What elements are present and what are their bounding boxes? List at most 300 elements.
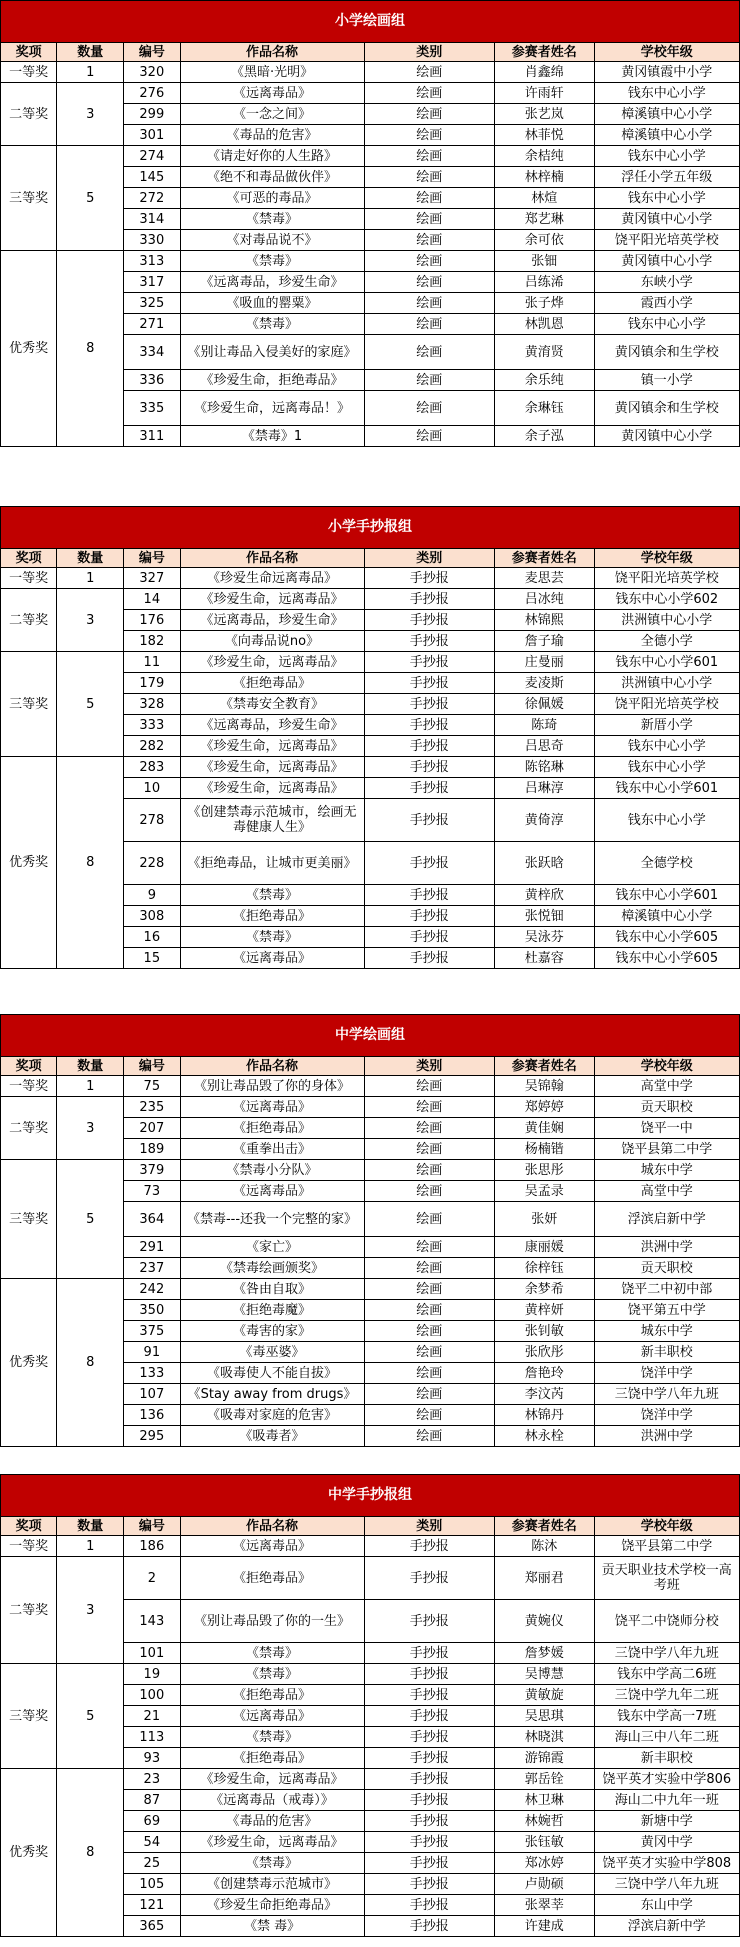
award-table xyxy=(0,0,740,447)
no-cell: 2 xyxy=(124,1557,180,1600)
cat-cell: 绘画 xyxy=(364,1097,495,1118)
table-row xyxy=(1,1279,740,1300)
school-cell: 城东中学 xyxy=(594,1321,739,1342)
header-person: 参赛者姓名 xyxy=(495,1517,594,1536)
cat-cell: 绘画 xyxy=(364,167,495,188)
award-cell: 优秀奖 xyxy=(1,1279,57,1447)
table-row xyxy=(1,1160,740,1181)
header-row xyxy=(1,1057,740,1076)
no-cell: 272 xyxy=(124,188,180,209)
cat-cell: 绘画 xyxy=(364,426,495,447)
cat-cell: 绘画 xyxy=(364,370,495,391)
no-cell: 189 xyxy=(124,1139,180,1160)
header-name: 作品名称 xyxy=(180,549,364,568)
cat-cell: 手抄报 xyxy=(364,1600,495,1643)
person-cell: 许雨轩 xyxy=(495,83,594,104)
name-cell: 《拒绝毒魔》 xyxy=(180,1300,364,1321)
name-cell: 《珍爱生命，远离毒品！》 xyxy=(180,391,364,426)
section-table xyxy=(0,1014,740,1447)
cat-cell: 绘画 xyxy=(364,1258,495,1279)
person-cell: 黄淯贤 xyxy=(495,335,594,370)
school-cell: 海山三中八年二班 xyxy=(594,1727,739,1748)
school-cell: 黄冈镇霞中小学 xyxy=(594,62,739,83)
no-cell: 93 xyxy=(124,1748,180,1769)
no-cell: 14 xyxy=(124,589,180,610)
school-cell: 饶平英才实验中学808 xyxy=(594,1853,739,1874)
count-cell: 8 xyxy=(57,251,124,447)
cat-cell: 手抄报 xyxy=(364,631,495,652)
name-cell: 《远离毒品》 xyxy=(180,1097,364,1118)
person-cell: 张钿 xyxy=(495,251,594,272)
person-cell: 黄敏旋 xyxy=(495,1685,594,1706)
count-cell: 5 xyxy=(57,652,124,757)
cat-cell: 手抄报 xyxy=(364,1685,495,1706)
cat-cell: 手抄报 xyxy=(364,799,495,842)
school-cell: 饶平阳光培英学校 xyxy=(594,568,739,589)
count-cell: 8 xyxy=(57,1769,124,1937)
header-school: 学校年级 xyxy=(594,43,739,62)
no-cell: 207 xyxy=(124,1118,180,1139)
no-cell: 271 xyxy=(124,314,180,335)
person-cell: 许建成 xyxy=(495,1916,594,1937)
header-person: 参赛者姓名 xyxy=(495,549,594,568)
person-cell: 吴孟录 xyxy=(495,1181,594,1202)
table-row xyxy=(1,568,740,589)
count-cell: 5 xyxy=(57,1160,124,1279)
name-cell: 《毒品的危害》 xyxy=(180,1811,364,1832)
name-cell: 《重拳出击》 xyxy=(180,1139,364,1160)
no-cell: 100 xyxy=(124,1685,180,1706)
no-cell: 69 xyxy=(124,1811,180,1832)
cat-cell: 手抄报 xyxy=(364,842,495,885)
name-cell: 《一念之间》 xyxy=(180,104,364,125)
name-cell: 《毒巫婆》 xyxy=(180,1342,364,1363)
school-cell: 钱东中心小学601 xyxy=(594,885,739,906)
no-cell: 176 xyxy=(124,610,180,631)
cat-cell: 手抄报 xyxy=(364,589,495,610)
name-cell: 《绝不和毒品做伙伴》 xyxy=(180,167,364,188)
cat-cell: 手抄报 xyxy=(364,568,495,589)
name-cell: 《远离毒品》 xyxy=(180,948,364,969)
name-cell: 《禁毒》 xyxy=(180,1853,364,1874)
section-table xyxy=(0,506,740,969)
no-cell: 91 xyxy=(124,1342,180,1363)
name-cell: 《创建禁毒示范城市，绘画无毒健康人生》 xyxy=(180,799,364,842)
cat-cell: 绘画 xyxy=(364,104,495,125)
no-cell: 327 xyxy=(124,568,180,589)
school-cell: 钱东中学高二6班 xyxy=(594,1664,739,1685)
school-cell: 东山中学 xyxy=(594,1895,739,1916)
no-cell: 379 xyxy=(124,1160,180,1181)
award-cell: 三等奖 xyxy=(1,652,57,757)
award-cell: 一等奖 xyxy=(1,62,57,83)
school-cell: 贡天职校 xyxy=(594,1097,739,1118)
no-cell: 274 xyxy=(124,146,180,167)
person-cell: 张钊敏 xyxy=(495,1321,594,1342)
school-cell: 三饶中学九年二班 xyxy=(594,1685,739,1706)
award-table xyxy=(0,1014,740,1447)
name-cell: 《可恶的毒品》 xyxy=(180,188,364,209)
person-cell: 余梦希 xyxy=(495,1279,594,1300)
no-cell: 23 xyxy=(124,1769,180,1790)
no-cell: 11 xyxy=(124,652,180,673)
no-cell: 308 xyxy=(124,906,180,927)
no-cell: 145 xyxy=(124,167,180,188)
school-cell: 洪洲中学 xyxy=(594,1426,739,1447)
header-school: 学校年级 xyxy=(594,549,739,568)
name-cell: 《毒害的家》 xyxy=(180,1321,364,1342)
person-cell: 郑艺琳 xyxy=(495,209,594,230)
person-cell: 林煊 xyxy=(495,188,594,209)
table-row xyxy=(1,589,740,610)
cat-cell: 绘画 xyxy=(364,1118,495,1139)
school-cell: 饶洋中学 xyxy=(594,1405,739,1426)
header-no: 编号 xyxy=(124,43,180,62)
cat-cell: 手抄报 xyxy=(364,694,495,715)
person-cell: 黄梓妍 xyxy=(495,1300,594,1321)
header-award: 奖项 xyxy=(1,1057,57,1076)
cat-cell: 绘画 xyxy=(364,1181,495,1202)
name-cell: 《吸毒对家庭的危害》 xyxy=(180,1405,364,1426)
school-cell: 浮滨启新中学 xyxy=(594,1916,739,1937)
header-cat: 类别 xyxy=(364,1057,495,1076)
cat-cell: 手抄报 xyxy=(364,1643,495,1664)
name-cell: 《家亡》 xyxy=(180,1237,364,1258)
person-cell: 黄倚淳 xyxy=(495,799,594,842)
count-cell: 8 xyxy=(57,757,124,969)
table-row xyxy=(1,1664,740,1685)
name-cell: 《珍爱生命，拒绝毒品》 xyxy=(180,370,364,391)
name-cell: 《珍爱生命，远离毒品》 xyxy=(180,652,364,673)
table-row xyxy=(1,757,740,778)
no-cell: 186 xyxy=(124,1536,180,1557)
person-cell: 陈琦 xyxy=(495,715,594,736)
name-cell: 《珍爱生命，远离毒品》 xyxy=(180,1832,364,1853)
school-cell: 樟溪镇中心小学 xyxy=(594,906,739,927)
name-cell: 《别让毒品入侵美好的家庭》 xyxy=(180,335,364,370)
person-cell: 黄佳娴 xyxy=(495,1118,594,1139)
no-cell: 182 xyxy=(124,631,180,652)
person-cell: 郑冰婷 xyxy=(495,1853,594,1874)
section-title: 小学手抄报组 xyxy=(1,507,740,549)
header-cat: 类别 xyxy=(364,43,495,62)
award-cell: 三等奖 xyxy=(1,1160,57,1279)
cat-cell: 绘画 xyxy=(364,314,495,335)
name-cell: 《珍爱生命，远离毒品》 xyxy=(180,778,364,799)
person-cell: 郑丽君 xyxy=(495,1557,594,1600)
no-cell: 295 xyxy=(124,1426,180,1447)
no-cell: 25 xyxy=(124,1853,180,1874)
school-cell: 黄冈镇余和生学校 xyxy=(594,335,739,370)
name-cell: 《禁毒》 xyxy=(180,209,364,230)
person-cell: 黄婉仪 xyxy=(495,1600,594,1643)
table-row xyxy=(1,146,740,167)
school-cell: 镇一小学 xyxy=(594,370,739,391)
name-cell: 《珍爱生命，远离毒品》 xyxy=(180,589,364,610)
section-table xyxy=(0,1474,740,1937)
name-cell: 《拒绝毒品，让城市更美丽》 xyxy=(180,842,364,885)
person-cell: 张翠莘 xyxy=(495,1895,594,1916)
cat-cell: 手抄报 xyxy=(364,1874,495,1895)
no-cell: 143 xyxy=(124,1600,180,1643)
person-cell: 吕练浠 xyxy=(495,272,594,293)
cat-cell: 手抄报 xyxy=(364,652,495,673)
name-cell: 《拒绝毒品》 xyxy=(180,1748,364,1769)
school-cell: 黄冈镇中心小学 xyxy=(594,426,739,447)
name-cell: 《对毒品说不》 xyxy=(180,230,364,251)
person-cell: 卢勋硕 xyxy=(495,1874,594,1895)
person-cell: 杨楠锴 xyxy=(495,1139,594,1160)
section-title: 中学绘画组 xyxy=(1,1015,740,1057)
person-cell: 徐梓钰 xyxy=(495,1258,594,1279)
cat-cell: 手抄报 xyxy=(364,1895,495,1916)
section-title-row xyxy=(1,1475,740,1517)
no-cell: 179 xyxy=(124,673,180,694)
name-cell: 《珍爱生命，远离毒品》 xyxy=(180,736,364,757)
header-row xyxy=(1,1517,740,1536)
school-cell: 新厝小学 xyxy=(594,715,739,736)
person-cell: 张欣彤 xyxy=(495,1342,594,1363)
person-cell: 林永栓 xyxy=(495,1426,594,1447)
section-title-row xyxy=(1,1015,740,1057)
name-cell: 《禁毒》 xyxy=(180,314,364,335)
cat-cell: 手抄报 xyxy=(364,906,495,927)
person-cell: 余子泓 xyxy=(495,426,594,447)
name-cell: 《毒品的危害》 xyxy=(180,125,364,146)
award-table xyxy=(0,506,740,969)
no-cell: 333 xyxy=(124,715,180,736)
person-cell: 余桔纯 xyxy=(495,146,594,167)
person-cell: 林锦熙 xyxy=(495,610,594,631)
header-name: 作品名称 xyxy=(180,1057,364,1076)
section-table xyxy=(0,0,740,447)
school-cell: 钱东中心小学 xyxy=(594,314,739,335)
cat-cell: 绘画 xyxy=(364,293,495,314)
name-cell: 《拒绝毒品》 xyxy=(180,1685,364,1706)
cat-cell: 绘画 xyxy=(364,125,495,146)
section-title: 小学绘画组 xyxy=(1,1,740,43)
school-cell: 贡天职业技术学校一高考班 xyxy=(594,1557,739,1600)
school-cell: 三饶中学八年九班 xyxy=(594,1384,739,1405)
no-cell: 19 xyxy=(124,1664,180,1685)
school-cell: 全德小学 xyxy=(594,631,739,652)
award-cell: 优秀奖 xyxy=(1,757,57,969)
school-cell: 钱东中心小学 xyxy=(594,188,739,209)
cat-cell: 绘画 xyxy=(364,188,495,209)
name-cell: 《禁毒》 xyxy=(180,1643,364,1664)
school-cell: 钱东中心小学605 xyxy=(594,948,739,969)
no-cell: 16 xyxy=(124,927,180,948)
header-row xyxy=(1,43,740,62)
school-cell: 钱东中学高一7班 xyxy=(594,1706,739,1727)
cat-cell: 手抄报 xyxy=(364,757,495,778)
no-cell: 320 xyxy=(124,62,180,83)
award-cell: 二等奖 xyxy=(1,1557,57,1664)
no-cell: 350 xyxy=(124,1300,180,1321)
award-cell: 二等奖 xyxy=(1,589,57,652)
count-cell: 1 xyxy=(57,1076,124,1097)
person-cell: 张思彤 xyxy=(495,1160,594,1181)
table-row xyxy=(1,1769,740,1790)
name-cell: 《远离毒品（戒毒）》 xyxy=(180,1790,364,1811)
cat-cell: 手抄报 xyxy=(364,1853,495,1874)
school-cell: 城东中学 xyxy=(594,1160,739,1181)
no-cell: 15 xyxy=(124,948,180,969)
person-cell: 张艺岚 xyxy=(495,104,594,125)
table-row xyxy=(1,83,740,104)
person-cell: 麦凌斯 xyxy=(495,673,594,694)
award-cell: 优秀奖 xyxy=(1,251,57,447)
award-cell: 二等奖 xyxy=(1,1097,57,1160)
cat-cell: 手抄报 xyxy=(364,610,495,631)
name-cell: 《拒绝毒品》 xyxy=(180,906,364,927)
person-cell: 李汶芮 xyxy=(495,1384,594,1405)
cat-cell: 手抄报 xyxy=(364,1916,495,1937)
no-cell: 242 xyxy=(124,1279,180,1300)
school-cell: 钱东中心小学 xyxy=(594,83,739,104)
person-cell: 游锦霞 xyxy=(495,1748,594,1769)
school-cell: 三饶中学八年九班 xyxy=(594,1874,739,1895)
no-cell: 283 xyxy=(124,757,180,778)
person-cell: 吕冰纯 xyxy=(495,589,594,610)
no-cell: 314 xyxy=(124,209,180,230)
name-cell: 《吸血的罂粟》 xyxy=(180,293,364,314)
no-cell: 228 xyxy=(124,842,180,885)
count-cell: 3 xyxy=(57,1097,124,1160)
school-cell: 洪洲中学 xyxy=(594,1237,739,1258)
cat-cell: 绘画 xyxy=(364,272,495,293)
cat-cell: 绘画 xyxy=(364,1342,495,1363)
award-cell: 一等奖 xyxy=(1,1536,57,1557)
no-cell: 237 xyxy=(124,1258,180,1279)
cat-cell: 手抄报 xyxy=(364,715,495,736)
no-cell: 133 xyxy=(124,1363,180,1384)
cat-cell: 绘画 xyxy=(364,1384,495,1405)
school-cell: 高堂中学 xyxy=(594,1181,739,1202)
person-cell: 庄曼丽 xyxy=(495,652,594,673)
person-cell: 林锦丹 xyxy=(495,1405,594,1426)
table-row xyxy=(1,1097,740,1118)
count-cell: 1 xyxy=(57,1536,124,1557)
person-cell: 林菲悦 xyxy=(495,125,594,146)
no-cell: 364 xyxy=(124,1202,180,1237)
section-title-row xyxy=(1,1,740,43)
award-cell: 三等奖 xyxy=(1,146,57,251)
name-cell: 《远离毒品，珍爱生命》 xyxy=(180,715,364,736)
school-cell: 黄冈中学 xyxy=(594,1832,739,1853)
school-cell: 饶平县第二中学 xyxy=(594,1139,739,1160)
person-cell: 余乐纯 xyxy=(495,370,594,391)
cat-cell: 绘画 xyxy=(364,1160,495,1181)
cat-cell: 手抄报 xyxy=(364,1536,495,1557)
no-cell: 107 xyxy=(124,1384,180,1405)
name-cell: 《远离毒品，珍爱生命》 xyxy=(180,610,364,631)
person-cell: 余琳钰 xyxy=(495,391,594,426)
person-cell: 林梓楠 xyxy=(495,167,594,188)
header-cat: 类别 xyxy=(364,1517,495,1536)
name-cell: 《拒绝毒品》 xyxy=(180,1557,364,1600)
person-cell: 詹梦媛 xyxy=(495,1643,594,1664)
header-person: 参赛者姓名 xyxy=(495,1057,594,1076)
award-cell: 三等奖 xyxy=(1,1664,57,1769)
header-person: 参赛者姓名 xyxy=(495,43,594,62)
cat-cell: 手抄报 xyxy=(364,1832,495,1853)
school-cell: 钱东中心小学 xyxy=(594,799,739,842)
school-cell: 钱东中心小学602 xyxy=(594,589,739,610)
table-row xyxy=(1,1557,740,1600)
section-title-row xyxy=(1,507,740,549)
name-cell: 《禁毒小分队》 xyxy=(180,1160,364,1181)
school-cell: 浮滨启新中学 xyxy=(594,1202,739,1237)
name-cell: 《拒绝毒品》 xyxy=(180,1118,364,1139)
cat-cell: 绘画 xyxy=(364,1202,495,1237)
school-cell: 高堂中学 xyxy=(594,1076,739,1097)
no-cell: 313 xyxy=(124,251,180,272)
cat-cell: 手抄报 xyxy=(364,1748,495,1769)
cat-cell: 绘画 xyxy=(364,83,495,104)
name-cell: 《远离毒品》 xyxy=(180,83,364,104)
no-cell: 317 xyxy=(124,272,180,293)
cat-cell: 手抄报 xyxy=(364,736,495,757)
cat-cell: 手抄报 xyxy=(364,1706,495,1727)
person-cell: 陈铭琳 xyxy=(495,757,594,778)
header-award: 奖项 xyxy=(1,1517,57,1536)
school-cell: 饶平县第二中学 xyxy=(594,1536,739,1557)
award-cell: 二等奖 xyxy=(1,83,57,146)
school-cell: 钱东中心小学 xyxy=(594,757,739,778)
cat-cell: 绘画 xyxy=(364,391,495,426)
name-cell: 《别让毒品毁了你的一生》 xyxy=(180,1600,364,1643)
person-cell: 张悦钿 xyxy=(495,906,594,927)
no-cell: 328 xyxy=(124,694,180,715)
person-cell: 徐佩媛 xyxy=(495,694,594,715)
school-cell: 饶平英才实验中学806 xyxy=(594,1769,739,1790)
name-cell: 《禁毒》 xyxy=(180,885,364,906)
person-cell: 吴博慧 xyxy=(495,1664,594,1685)
header-no: 编号 xyxy=(124,549,180,568)
name-cell: 《珍爱生命，远离毒品》 xyxy=(180,757,364,778)
school-cell: 饶平一中 xyxy=(594,1118,739,1139)
person-cell: 康丽媛 xyxy=(495,1237,594,1258)
person-cell: 吕思奇 xyxy=(495,736,594,757)
cat-cell: 绘画 xyxy=(364,1237,495,1258)
person-cell: 张妍 xyxy=(495,1202,594,1237)
award-cell: 一等奖 xyxy=(1,1076,57,1097)
count-cell: 1 xyxy=(57,568,124,589)
cat-cell: 绘画 xyxy=(364,1405,495,1426)
person-cell: 吴锦翰 xyxy=(495,1076,594,1097)
person-cell: 詹子瑜 xyxy=(495,631,594,652)
cat-cell: 手抄报 xyxy=(364,885,495,906)
person-cell: 张子烨 xyxy=(495,293,594,314)
no-cell: 75 xyxy=(124,1076,180,1097)
table-row xyxy=(1,251,740,272)
count-cell: 5 xyxy=(57,146,124,251)
table-row xyxy=(1,1076,740,1097)
cat-cell: 绘画 xyxy=(364,146,495,167)
no-cell: 54 xyxy=(124,1832,180,1853)
name-cell: 《别让毒品毁了你的身体》 xyxy=(180,1076,364,1097)
no-cell: 136 xyxy=(124,1405,180,1426)
name-cell: 《吸毒者》 xyxy=(180,1426,364,1447)
name-cell: 《禁毒---还我一个完整的家》 xyxy=(180,1202,364,1237)
no-cell: 299 xyxy=(124,104,180,125)
header-school: 学校年级 xyxy=(594,1517,739,1536)
cat-cell: 绘画 xyxy=(364,62,495,83)
count-cell: 1 xyxy=(57,62,124,83)
school-cell: 饶平阳光培英学校 xyxy=(594,230,739,251)
school-cell: 浮任小学五年级 xyxy=(594,167,739,188)
